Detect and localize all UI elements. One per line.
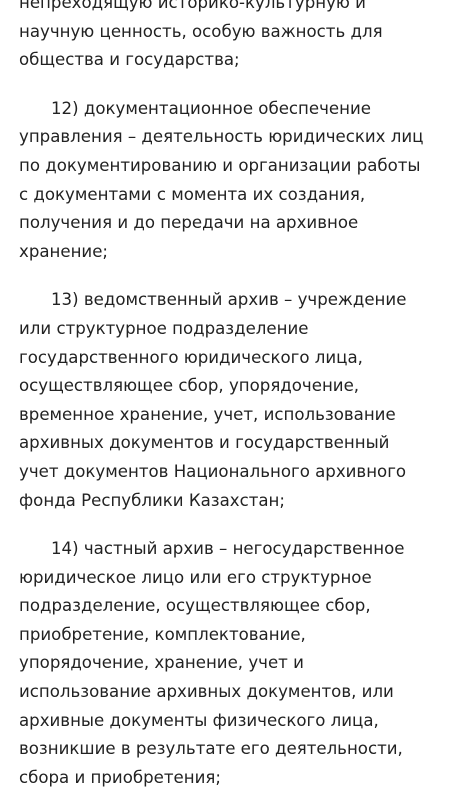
text-line: юридическое лицо или его структурное <box>19 567 372 587</box>
text-line: временное хранение, учет, использование <box>19 404 396 424</box>
text-line: или структурное подразделение <box>19 318 309 338</box>
paragraph-14 <box>19 535 431 792</box>
text-line: подразделение, осуществляющее сбор, <box>19 596 371 616</box>
text-line: общества и государства; <box>19 50 240 70</box>
text-line: 12) документационное обеспечение <box>51 98 371 118</box>
text-line: 13) ведомственный архив – учреждение <box>51 290 407 310</box>
text-line: государственного юридического лица, <box>19 347 363 367</box>
text-line: хранение; <box>19 241 109 261</box>
text-line: использование архивных документов, или <box>19 682 394 702</box>
text-line: непреходящую историко-культурную и <box>19 0 366 12</box>
text-line: возникшие в результате его деятельности, <box>19 739 403 759</box>
text-line: учет документов Национального архивного <box>19 461 407 481</box>
text-line: сбора и приобретения; <box>19 767 221 787</box>
text-line: получения и до передачи на архивное <box>19 213 359 233</box>
paragraph-13 <box>19 286 431 515</box>
text-line: осуществляющее сбор, упорядочение, <box>19 376 360 396</box>
text-line: архивные документы физического лица, <box>19 710 379 730</box>
text-line: приобретение, комплектование, <box>19 624 306 644</box>
text-line: фонда Республики Казахстан; <box>19 490 285 510</box>
text-line: 14) частный архив – негосударственное <box>51 539 405 559</box>
text-line: научную ценность, особую важность для <box>19 21 383 41</box>
text-line: архивных документов и государственный <box>19 433 390 453</box>
text-line: упорядочение, хранение, учет и <box>19 653 304 673</box>
text-line: с документами с момента их создания, <box>19 184 366 204</box>
paragraph-12 <box>19 95 431 267</box>
paragraph-11-continuation <box>19 0 431 75</box>
text-line: управления – деятельность юридических лиц <box>19 127 424 147</box>
text-line: по документированию и организации работы <box>19 155 421 175</box>
